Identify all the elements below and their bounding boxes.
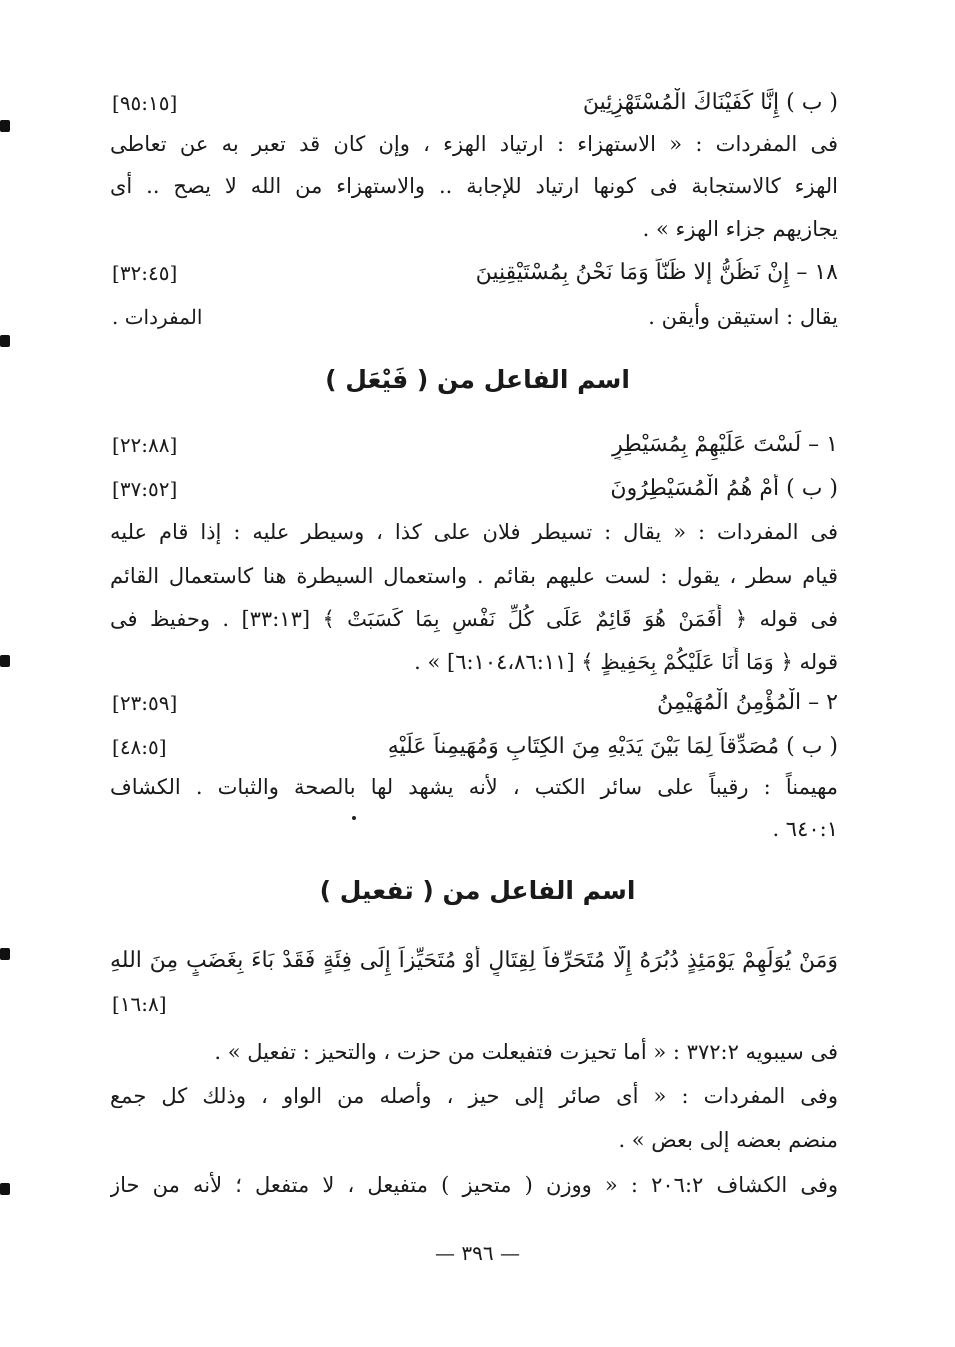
scan-mark (0, 948, 10, 960)
section-heading: اسم الفاعل من ( تفعيل ) (319, 876, 636, 905)
verse-reference: [١٦:٨] (112, 992, 167, 1016)
page-number: — ٣٩٦ — (435, 1241, 520, 1265)
verse-line: ( ب ) إِنَّا كَفَيْنَاكَ الْمُسْتَهْزِئِينَ (582, 90, 838, 115)
text-line: فى المفردات : « الاستهزاء : ارتياد الهزء ، وإن كان قد تعبر به عن تعاطى (110, 132, 838, 156)
text-line: فى المفردات : « يقال : تسيطر فلان على كذا ، وسيطر عليه : إذا قام عليه (110, 520, 838, 544)
scan-mark (0, 120, 10, 132)
scan-mark (0, 1183, 10, 1195)
text-line: منضم بعضه إلى بعض » . (618, 1128, 838, 1152)
scan-mark (0, 655, 10, 667)
verse-reference: [٣٢:٤٥] (112, 261, 178, 285)
section-heading: اسم الفاعل من ( فَيْعَل ) (325, 365, 630, 394)
text-line: يجازيهم جزاء الهزء » . (642, 217, 838, 241)
verse-reference: [٢٢:٨٨] (112, 433, 178, 457)
verse-line: ( ب ) أَمْ هُمُ الْمُسَيْطِرُونَ (610, 476, 838, 501)
text-line: قيام سطر ، يقول : لست عليهم بقائم . واستعمال السيطرة هنا كاستعمال القائم (110, 564, 838, 588)
verse-reference: [٤٨:٥] (112, 735, 167, 759)
source-note: المفردات . (112, 305, 203, 329)
verse-line: ٢ – الْمُؤْمِنُ الْمُهَيْمِنُ (656, 690, 838, 715)
text-line: مهيمناً : رقيباً على سائر الكتب ، لأنه يشهد لها بالصحة والثبات . الكشاف (110, 775, 838, 799)
verse-line: وَمَنْ يُوَلِّهِمْ يَوْمَئِذٍ دُبُرَهُ إِلَّا مُتَحَرِّفاً لِقِتَالٍ أَوْ مُتَحَيِّزاً إِلَى فِئَةٍ فَقَدْ بَاءَ بِغَضَبٍ مِنَ اللهِ (110, 948, 838, 973)
verse-line: ١٨ – إِنْ نَظُنُّ إلا ظَنّاً وَمَا نَحْنُ بِمُسْتَيْقِنِينَ (475, 260, 838, 285)
verse-line: ( ب ) مُصَدِّقاً لِمَا بَيْنَ يَدَيْهِ مِنَ الكِتَابِ وَمُهَيمِناً عَلَيْهِ (387, 734, 838, 759)
text-line: وفى المفردات : « أى صائر إلى حيز ، وأصله من الواو ، وذلك كل جمع (110, 1084, 838, 1108)
verse-reference: [٢٣:٥٩] (112, 691, 178, 715)
scan-mark (0, 335, 10, 347)
verse-line: ١ – لَسْتَ عَلَيْهِمْ بِمُسَيْطِرٍ (612, 432, 838, 457)
text-line: فى قوله ﴿ أَفَمَنْ هُوَ قَائِمٌ عَلَى كُلِّ نَفْسٍ بِمَا كَسَبَتْ ﴾ [٣٣:١٣] . وحفيظ فى (110, 607, 838, 631)
text-line: وفى الكشاف ٢٠٦:٢ : « ووزن ( متحيز ) متفيعل ، لا متفعل ؛ لأنه من حاز (110, 1173, 838, 1197)
verse-reference: [٩٥:١٥] (112, 91, 178, 115)
verse-reference: [٣٧:٥٢] (112, 477, 178, 501)
text-line: ٦٤٠:١ . (772, 817, 838, 841)
text-line: يقال : استيقن وأيقن . (648, 305, 838, 329)
text-line: قوله ﴿ وَمَا أَنَا عَلَيْكُمْ بِحَفِيظٍ ﴾ [٦:١٠٤،٨٦:١١] » . (414, 650, 838, 674)
text-line: الهزء كالاستجابة فى كونها ارتياد للإجابة .. والاستهزاء من الله لا يصح .. أى (110, 174, 838, 198)
text-line: فى سيبويه ٣٧٢:٢ : « أما تحيزت فتفيعلت من حزت ، والتحيز : تفعيل » . (214, 1040, 838, 1064)
